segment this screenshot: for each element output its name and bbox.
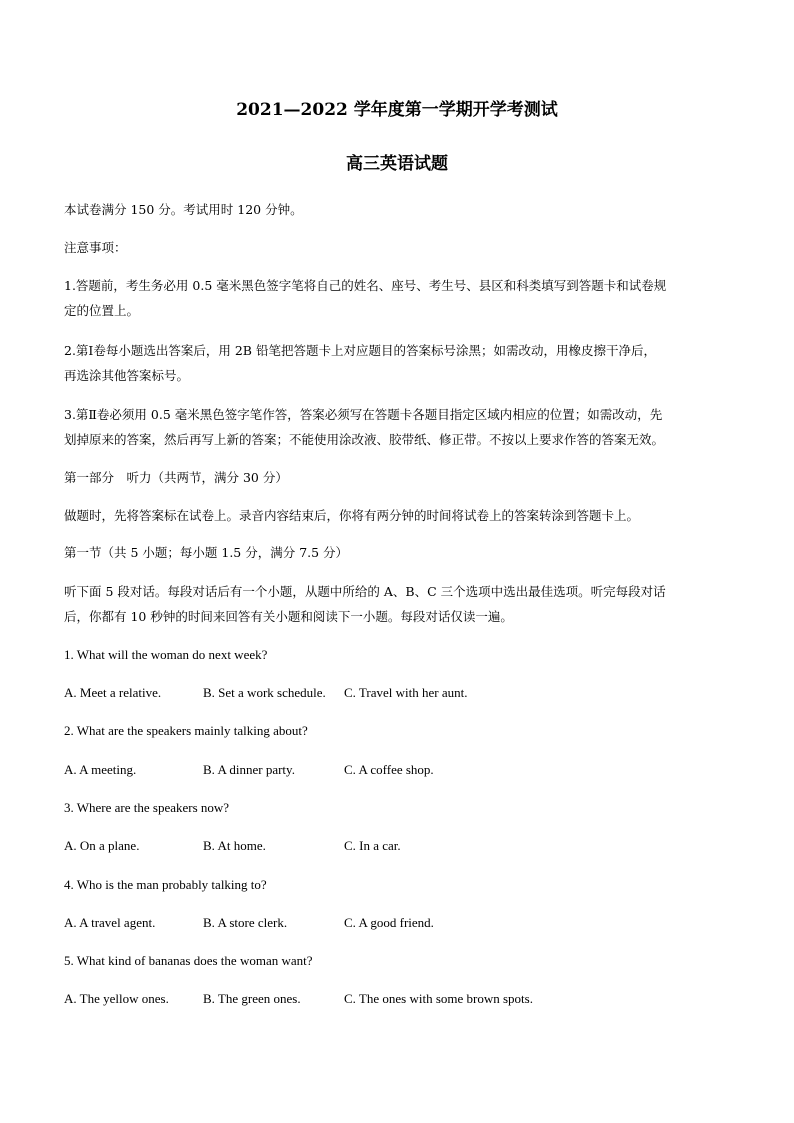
question-2-option-c: C. A coffee shop. xyxy=(344,762,434,777)
question-2-stem: 2. What are the speakers mainly talking about? xyxy=(64,723,308,738)
question-3-option-b: B. At home. xyxy=(203,838,266,853)
question-4-stem: 4. Who is the man probably talking to? xyxy=(64,877,267,892)
question-2-option-a: A. A meeting. xyxy=(64,762,137,777)
notice-1-line1: 1.答题前，考生务必用 0.5 毫米黑色签字笔将自己的姓名、座号、考生号、县区和科类填写到答题卡和试卷规 xyxy=(64,278,667,293)
notice-2-line2: 再选涂其他答案标号。 xyxy=(64,368,190,383)
part1-instruction: 做题时，先将答案标在试卷上。录音内容结束后，你将有两分钟的时间将试卷上的答案转涂到答题卡上。 xyxy=(64,508,640,523)
section1-instr-line2: 后，你都有 10 秒钟的时间来回答有关小题和阅读下一小题。每段对话仅读一遍。 xyxy=(64,609,513,624)
part1-heading: 第一部分 听力（共两节，满分 30 分） xyxy=(64,470,288,485)
question-5-option-b: B. The green ones. xyxy=(203,991,301,1006)
question-3-option-c: C. In a car. xyxy=(344,838,401,853)
question-2-option-b: B. A dinner party. xyxy=(203,762,295,777)
section1-instr-line1: 听下面 5 段对话。每段对话后有一个小题，从题中所给的 A、B、C 三个选项中选出最佳选项。听完每段对话 xyxy=(64,584,666,599)
question-1-stem: 1. What will the woman do next week? xyxy=(64,647,268,662)
notice-2-line1: 2.第Ⅰ卷每小题选出答案后，用 2B 铅笔把答题卡上对应题目的答案标号涂黑；如需改动，用橡皮擦干净后， xyxy=(64,343,656,358)
question-1-option-b: B. Set a work schedule. xyxy=(203,685,326,700)
question-4-option-c: C. A good friend. xyxy=(344,915,434,930)
question-5-stem: 5. What kind of bananas does the woman want? xyxy=(64,953,313,968)
notice-3-line2: 划掉原来的答案，然后再写上新的答案；不能使用涂改液、胶带纸、修正带。不按以上要求作答的答案无效。 xyxy=(64,432,665,447)
question-1-option-a: A. Meet a relative. xyxy=(64,685,162,700)
question-4-option-a: A. A travel agent. xyxy=(64,915,156,930)
question-5-option-c: C. The ones with some brown spots. xyxy=(344,991,533,1006)
question-5-option-a: A. The yellow ones. xyxy=(64,991,169,1006)
question-1-option-c: C. Travel with her aunt. xyxy=(344,685,468,700)
section1-heading: 第一节（共 5 小题；每小题 1.5 分，满分 7.5 分） xyxy=(64,545,349,560)
question-3-option-a: A. On a plane. xyxy=(64,838,140,853)
notice-heading: 注意事项： xyxy=(64,240,127,255)
notice-3-line1: 3.第Ⅱ卷必须用 0.5 毫米黑色签字笔作答，答案必须写在答题卡各题目指定区域内相应的位置；如需改动，先 xyxy=(64,407,663,422)
score-time-text: 本试卷满分 150 分。考试用时 120 分钟。 xyxy=(64,202,303,217)
exam-title: 2021—2022 学年度第一学期开学考测试 xyxy=(236,100,558,120)
exam-subtitle: 高三英语试题 xyxy=(346,154,448,174)
question-3-stem: 3. Where are the speakers now? xyxy=(64,800,230,815)
notice-1-line2: 定的位置上。 xyxy=(64,303,140,318)
question-4-option-b: B. A store clerk. xyxy=(203,915,288,930)
